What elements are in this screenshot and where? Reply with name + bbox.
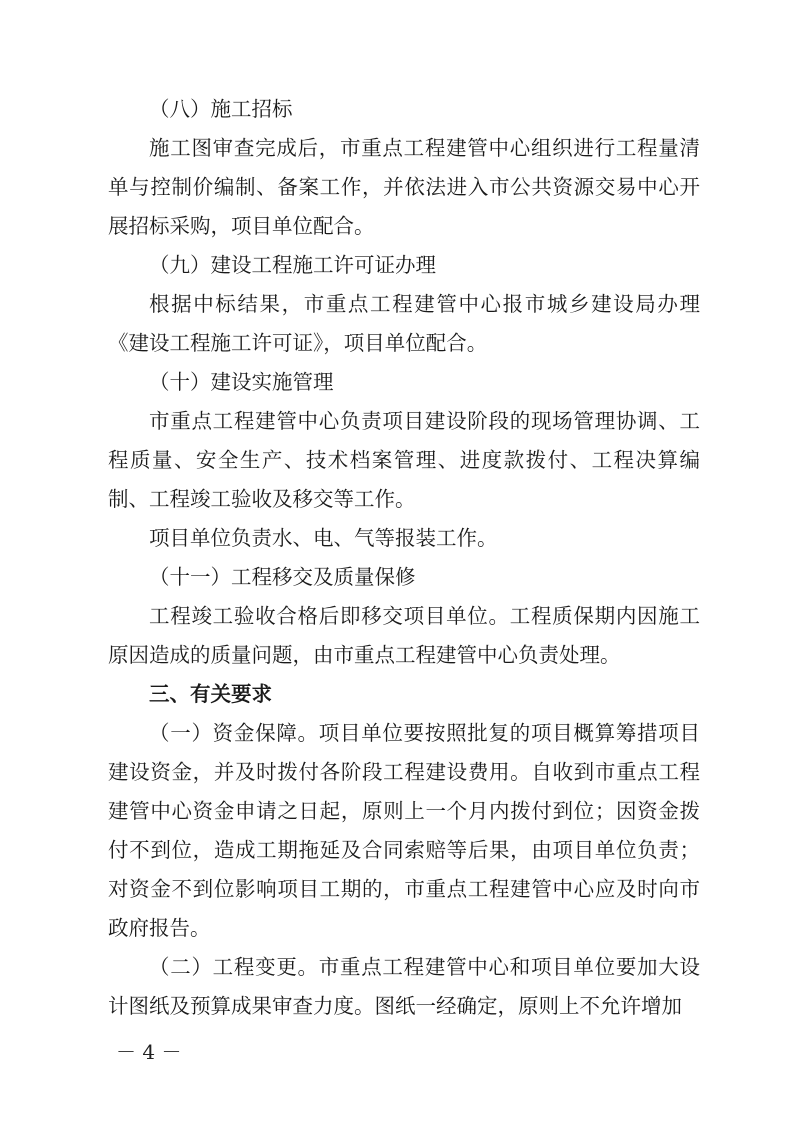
paragraph-changes: （二）工程变更。市重点工程建管中心和项目单位要加大设计图纸及预算成果审查力度。图纸一经确定，原则上不允许增加 [108,955,700,1018]
paragraph-utilities: 项目单位负责水、电、气等报装工作。 [149,526,498,550]
section-heading-9: （九）建设工程施工许可证办理 [149,253,436,277]
paragraph-implementation: 市重点工程建管中心负责项目建设阶段的现场管理协调、工程质量、安全生产、技术档案管理、进度款拨付、工程决算编制、工程竣工验收及移交等工作。 [108,409,700,511]
paragraph-bidding: 施工图审查完成后，市重点工程建管中心组织进行工程量清单与控制价编制、备案工作，并依法进入市公共资源交易中心开展招标采购，项目单位配合。 [108,136,700,238]
section-heading-11: （十一）工程移交及质量保修 [149,565,416,589]
paragraph-permit: 根据中标结果，市重点工程建管中心报市城乡建设局办理《建设工程施工许可证》，项目单位配合。 [108,292,700,355]
paragraph-handover: 工程竣工验收合格后即移交项目单位。工程质保期内因施工原因造成的质量问题，由市重点工程建管中心负责处理。 [108,604,700,667]
section-heading-8: （八）施工招标 [149,97,293,121]
chapter-heading-requirements: 三、有关要求 [149,682,272,706]
section-heading-10: （十）建设实施管理 [149,370,334,394]
paragraph-funding: （一）资金保障。项目单位要按照批复的项目概算筹措项目建设资金，并及时拨付各阶段工程建设费用。自收到市重点工程建管中心资金申请之日起，原则上一个月内拨付到位；因资金拨付不到位，造成工期拖延及合同索赔等后果，由项目单位负责；对资金不到位影响项目工期的，市重点工程建管中心应及时向市政府报告。 [108,721,700,940]
document-body [108,90,700,1026]
page-number: － 4 － [116,1040,182,1064]
